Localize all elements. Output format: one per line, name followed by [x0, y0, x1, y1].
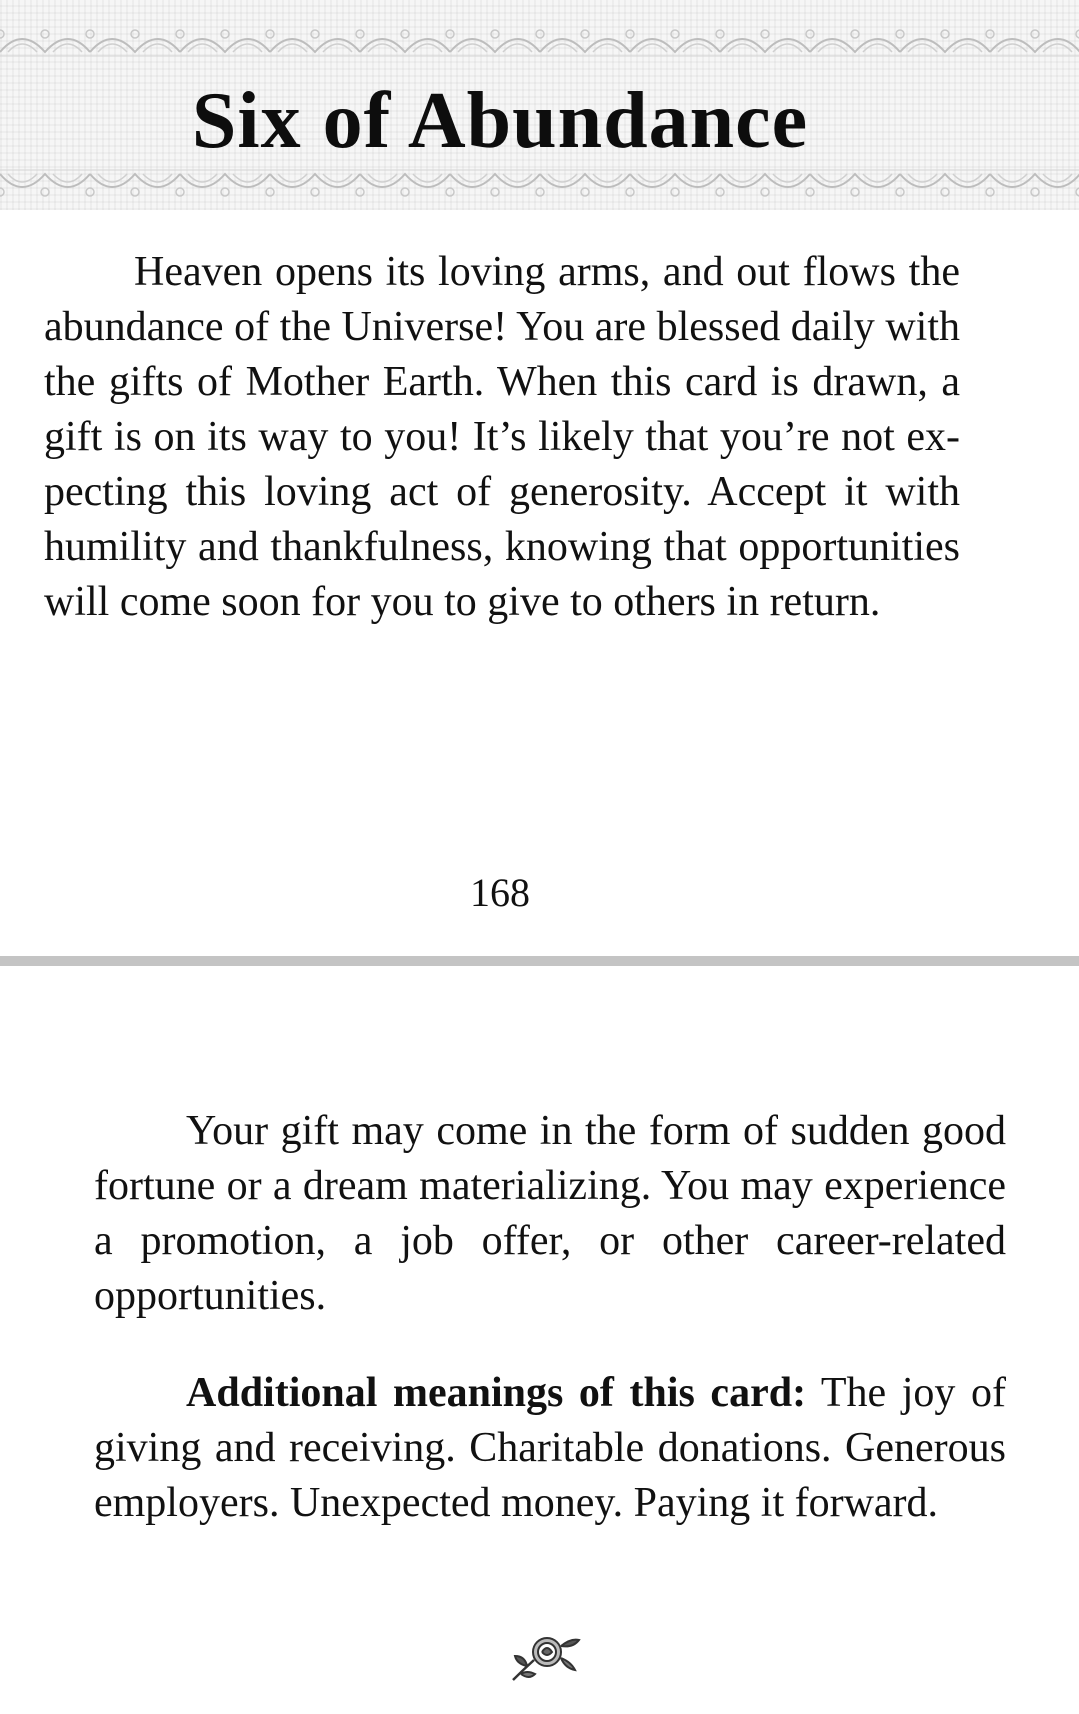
page-divider	[0, 956, 1079, 966]
additional-meanings-label: Additional meanings of this card:	[186, 1370, 807, 1416]
lace-border-icon	[0, 168, 1079, 204]
page-169	[0, 966, 1079, 1714]
additional-meanings-text: The joy of giving and receiving. Charitable donations. Generous employers. Unexpected money. Paying it forward.	[94, 1370, 1006, 1526]
lace-border-icon	[0, 22, 1079, 58]
page-number: 168	[470, 870, 530, 915]
card-description: Heaven opens its loving arms, and out flows the abundance of the Universe! You are blessed daily with the gifts of Mother Earth. When this card is drawn, a gift is on its way to you! It’s likely that you’re not expecting this loving act of generosity. Accept it with humility and thankfulness, knowing that opportunities will come soon for you to give to others in return.	[44, 249, 960, 625]
rose-icon	[505, 1630, 589, 1686]
additional-meanings	[94, 1366, 1006, 1531]
gift-description: Your gift may come in the form of sudden good fortune or a dream materializing. You may experience a promotion, a job offer, or other career-related opportunities.	[94, 1108, 1006, 1319]
title-banner	[0, 0, 1079, 210]
card-title: Six of Abundance	[191, 77, 809, 165]
